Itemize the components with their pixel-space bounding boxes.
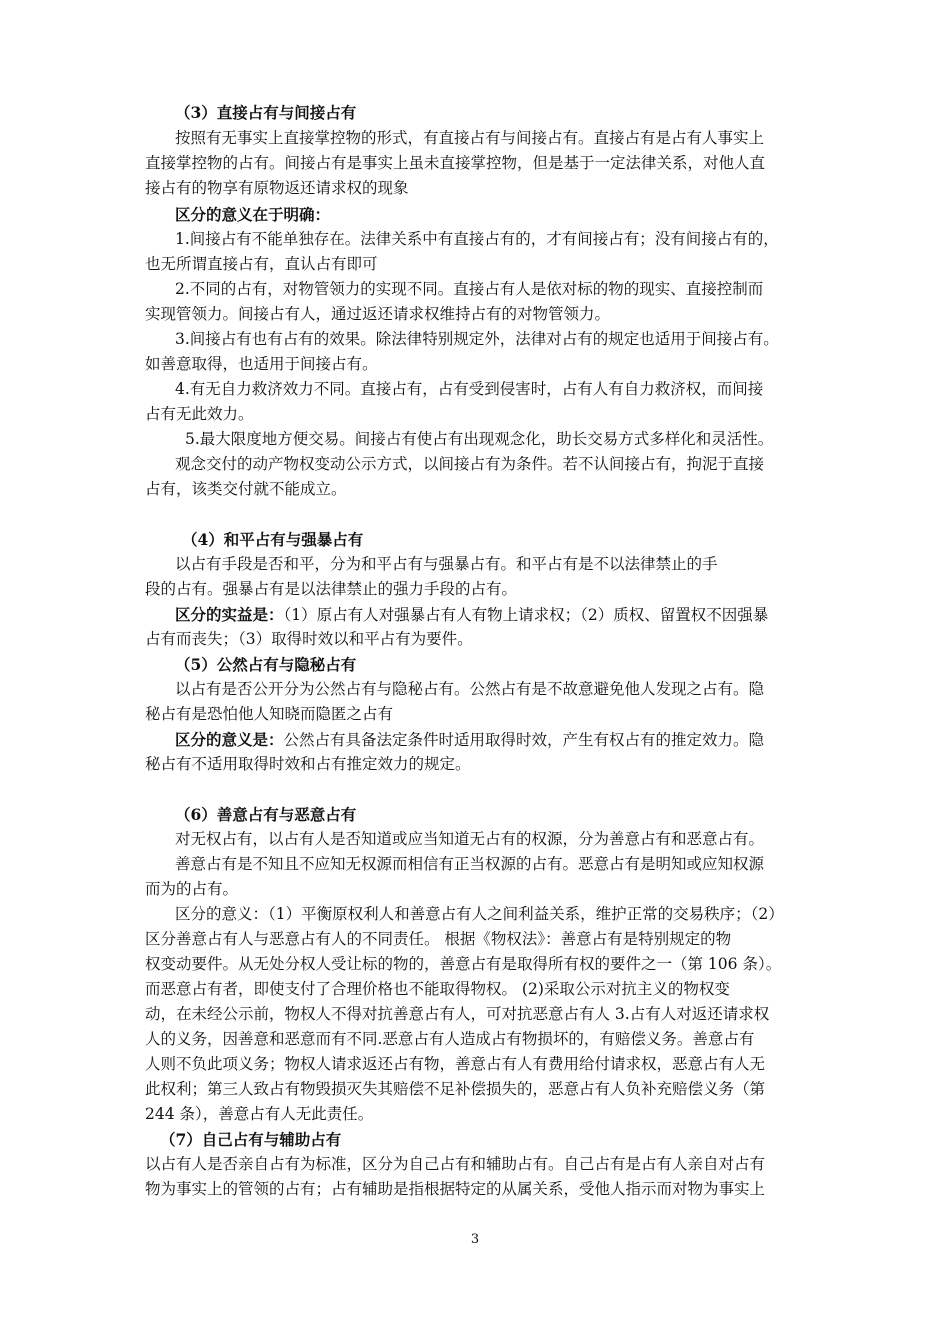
text-line: 占有而丧失；（3）取得时效以和平占有为要件。: [145, 630, 473, 648]
text-line: 占有，该类交付就不能成立。: [145, 480, 347, 498]
page-number: 3: [470, 1232, 480, 1247]
section-heading: （7）自己占有与辅助占有: [160, 1130, 342, 1149]
text-line: 区分的意义：（1）平衡原权利人和善意占有人之间利益关系，维护正常的交易秩序；（2）: [175, 905, 784, 923]
text-line: 以占有是否公开分为公然占有与隐秘占有。公然占有是不故意避免他人发现之占有。隐: [175, 680, 765, 698]
text-line: 1.间接占有不能单独存在。法律关系中有直接占有的，才有间接占有；没有间接占有的，: [175, 230, 779, 248]
text-line: 动，在未经公示前，物权人不得对抗善意占有人，可对抗恶意占有人 3.占有人对返还请求权: [145, 1005, 770, 1023]
text-line: 观念交付的动产物权变动公示方式，以间接占有为条件。若不认间接占有，拘泥于直接: [175, 455, 765, 473]
text-line: 人的义务，因善意和恶意而有不同.恶意占有人造成占有物损坏的，有赔偿义务。善意占有: [145, 1030, 755, 1048]
section-heading: （5）公然占有与隐秘占有: [175, 655, 357, 674]
text-line: 此权利；第三人致占有物毁损灭失其赔偿不足补偿损失的，恶意占有人负补充赔偿义务（第: [145, 1080, 766, 1098]
text-line: 244 条），善意占有人无此责任。: [145, 1105, 374, 1123]
bold-prefix: 区分的意义是：: [175, 730, 284, 749]
text-line: 以占有人是否亲自占有为标准，区分为自己占有和辅助占有。自己占有是占有人亲自对占有: [145, 1155, 766, 1173]
section-heading: （6）善意占有与恶意占有: [175, 805, 357, 824]
text-line: 区分善意占有人与恶意占有人的不同责任。 根据《物权法》：善意占有是特别规定的物: [145, 930, 732, 948]
text-line: 4.有无自力救济效力不同。直接占有，占有受到侵害时，占有人有自力救济权，而间接: [175, 380, 764, 398]
text-line: 也无所谓直接占有，直认占有即可: [145, 255, 378, 273]
text-line: 人则不负此项义务；物权人请求返还占有物，善意占有人有费用给付请求权，恶意占有人无: [145, 1055, 766, 1073]
text-line: 善意占有是不知且不应知无权源而相信有正当权源的占有。恶意占有是明知或应知权源: [175, 855, 765, 873]
text-line: 对无权占有，以占有人是否知道或应当知道无占有的权源，分为善意占有和恶意占有。: [175, 830, 765, 848]
bold-prefix: 区分的实益是：: [175, 605, 284, 624]
text-line: 而恶意占有者，即使支付了合理价格也不能取得物权。 (2)采取公示对抗主义的物权变: [145, 980, 730, 998]
text-line: 权变动要件。从无处分权人受让标的物的，善意占有是取得所有权的要件之一（第 106 条）。: [145, 955, 782, 973]
text-line: 而为的占有。: [145, 880, 239, 898]
text-line: 物为事实上的管领的占有；占有辅助是指根据特定的从属关系，受他人指示而对物为事实上: [145, 1180, 766, 1198]
text-line: 接占有的物享有原物返还请求权的现象: [145, 179, 409, 197]
text-line: 秘占有是恐怕他人知晓而隐匿之占有: [145, 705, 394, 723]
text-line: 2.不同的占有，对物管领力的实现不同。直接占有人是依对标的物的现实、直接控制而: [175, 280, 764, 298]
text-line: 直接掌控物的占有。间接占有是事实上虽未直接掌控物，但是基于一定法律关系，对他人直: [145, 154, 766, 172]
section-heading: 区分的意义在于明确：: [175, 205, 331, 224]
text-line: 如善意取得，也适用于间接占有。: [145, 355, 378, 373]
text-line: 3.间接占有也有占有的效果。除法律特别规定外，法律对占有的规定也适用于间接占有。: [175, 330, 779, 348]
text-line: 按照有无事实上直接掌控物的形式，有直接占有与间接占有。直接占有是占有人事实上: [175, 129, 765, 147]
text-line: 区分的实益是：（1）原占有人对强暴占有人有物上请求权；（2）质权、留置权不因强暴: [175, 605, 769, 624]
section-heading: （4）和平占有与强暴占有: [182, 530, 364, 549]
text-line: 以占有手段是否和平，分为和平占有与强暴占有。和平占有是不以法律禁止的手: [175, 555, 718, 573]
text-line: 区分的意义是：公然占有具备法定条件时适用取得时效，产生有权占有的推定效力。隐: [175, 730, 765, 749]
text-line: 段的占有。强暴占有是以法律禁止的强力手段的占有。: [145, 580, 518, 598]
text-line: 5.最大限度地方便交易。间接占有使占有出现观念化，助长交易方式多样化和灵活性。: [185, 430, 774, 448]
text-line: 秘占有不适用取得时效和占有推定效力的规定。: [145, 755, 471, 773]
section-heading: （3）直接占有与间接占有: [175, 103, 357, 122]
text-line: 实现管领力。间接占有人，通过返还请求权维持占有的对物管领力。: [145, 305, 611, 323]
text-line: 占有无此效力。: [145, 405, 254, 423]
